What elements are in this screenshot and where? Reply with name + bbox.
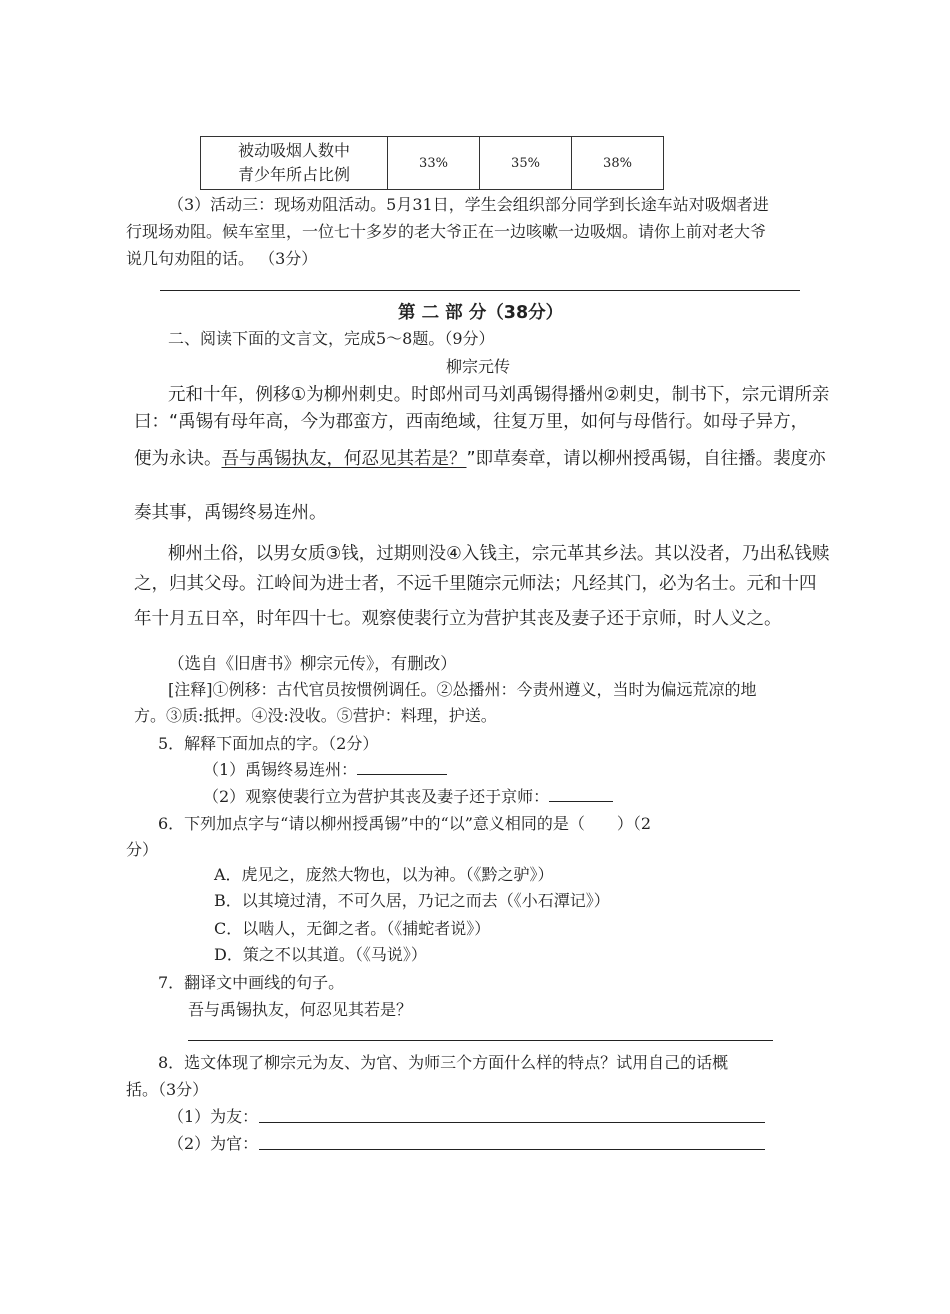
statistics-table: [200, 136, 664, 190]
q6-option-c: C．以啮人，无御之者。（《捕蛇者说》）: [214, 919, 491, 938]
passage-p1-line-2: 曰：“禹锡有母年高，今为郡蛮方，西南绝域，往复万里，如何与母偕行。如母子异方，: [134, 412, 809, 432]
underlined-sentence: 吾与禹锡执友，何忍见其若是？: [221, 449, 467, 469]
passage-p1-line-4: 奏其事，禹锡终易连州。: [134, 503, 327, 523]
q6-option-a: A．虎见之，庞然大物也，以为神。（《黔之驴》）: [214, 865, 554, 884]
notes-line-1: [注释]①例移：古代官员按惯例调任。②怂播州：今责州遵义，当时为偏远荒凉的地: [168, 680, 757, 699]
q7-stem: 7．翻译文中画线的句子。: [158, 973, 345, 992]
activity3-line-2: 行现场劝阻。候车室里，一位七十多岁的老大爷正在一边咳嗽一边吸烟。请你上前对老大爷: [126, 222, 767, 241]
q6-option-b: B．以其境过清，不可久居，乃记之而去（《小石潭记》）: [214, 891, 610, 910]
notes-line-2: 方。③质:抵押。④没:没收。⑤营护：料理，护送。: [134, 706, 497, 725]
q5-item-1-label: （1）禹锡终易连州：: [203, 760, 358, 779]
table-row-label: [201, 137, 388, 190]
section-divider: [160, 290, 800, 291]
q6-stem-line-1: 6．下列加点字与“请以柳州授禹锡”中的“以”意义相同的是（ ）（2: [158, 814, 652, 833]
passage-p2-line-2: 之，归其父母。江岭间为进士者，不远千里随宗元师法；凡经其门，必为名士。元和十四: [134, 574, 817, 594]
q5-item-1: [203, 757, 447, 780]
passage-title: 柳宗元传: [446, 357, 511, 376]
part2-instruction: 二、阅读下面的文言文，完成5～8题。（9分）: [168, 329, 495, 348]
table-cell-value: 35%: [480, 137, 572, 190]
passage-text: ”即草奏章，请以柳州授禹锡，自往播。裴度亦: [466, 449, 826, 469]
q8-item-2: （2）为官：: [168, 1134, 259, 1153]
q7-sentence: 吾与禹锡执友，何忍见其若是？: [188, 1000, 413, 1019]
q8-answer-line-2[interactable]: [259, 1149, 765, 1150]
passage-p1-line-3: [134, 445, 826, 470]
passage-text: 便为永诀。: [134, 449, 222, 469]
q8-answer-line-1[interactable]: [259, 1122, 765, 1123]
label-line-2: 青少年所占比例: [237, 165, 350, 184]
passage-p2-line-3: 年十月五日卒，时年四十七。观察使裴行立为营护其丧及妻子还于京师，时人义之。: [134, 609, 782, 629]
activity3-line-3: 说几句劝阻的话。 （3分）: [126, 249, 318, 268]
answer-blank[interactable]: [549, 787, 613, 802]
q5-item-2-label: （2）观察使裴行立为营护其丧及妻子还于京师：: [203, 787, 550, 806]
part2-title: 第 二 部 分（38分）: [398, 303, 564, 323]
table-cell-value: 33%: [388, 137, 480, 190]
table-cell-value: 38%: [572, 137, 664, 190]
passage-p2-line-1: 柳州土俗，以男女质③钱，过期则没④入钱主，宗元革其乡法。其以没者，乃出私钱赎: [168, 544, 830, 564]
q6-stem-line-2: 分）: [126, 840, 159, 859]
q7-answer-line[interactable]: [188, 1040, 773, 1041]
q8-stem-line-1: 8．选文体现了柳宗元为友、为官、为师三个方面什么样的特点？试用自己的话概: [158, 1053, 729, 1072]
q6-option-d: D．策之不以其道。（《马说》）: [214, 945, 427, 964]
passage-p1-line-1: 元和十年，例移①为柳州刺史。时郎州司马刘禹锡得播州②刺史，制书下，宗元谓所亲: [168, 385, 830, 405]
label-line-1: 被动吸烟人数中: [237, 141, 350, 160]
answer-blank[interactable]: [357, 760, 447, 775]
passage-source: （选自《旧唐书》柳宗元传》，有删改）: [168, 654, 457, 673]
q5-item-2: [203, 784, 613, 807]
activity3-line-1: （3）活动三：现场劝阻活动。5月31日，学生会组织部分同学到长途车站对吸烟者进: [168, 195, 769, 214]
q8-stem-line-2: 括。（3分）: [126, 1080, 209, 1099]
q5-stem: 5．解释下面加点的字。（2分）: [158, 734, 379, 753]
q8-item-1: （1）为友：: [168, 1107, 259, 1126]
table-row: [201, 137, 664, 190]
